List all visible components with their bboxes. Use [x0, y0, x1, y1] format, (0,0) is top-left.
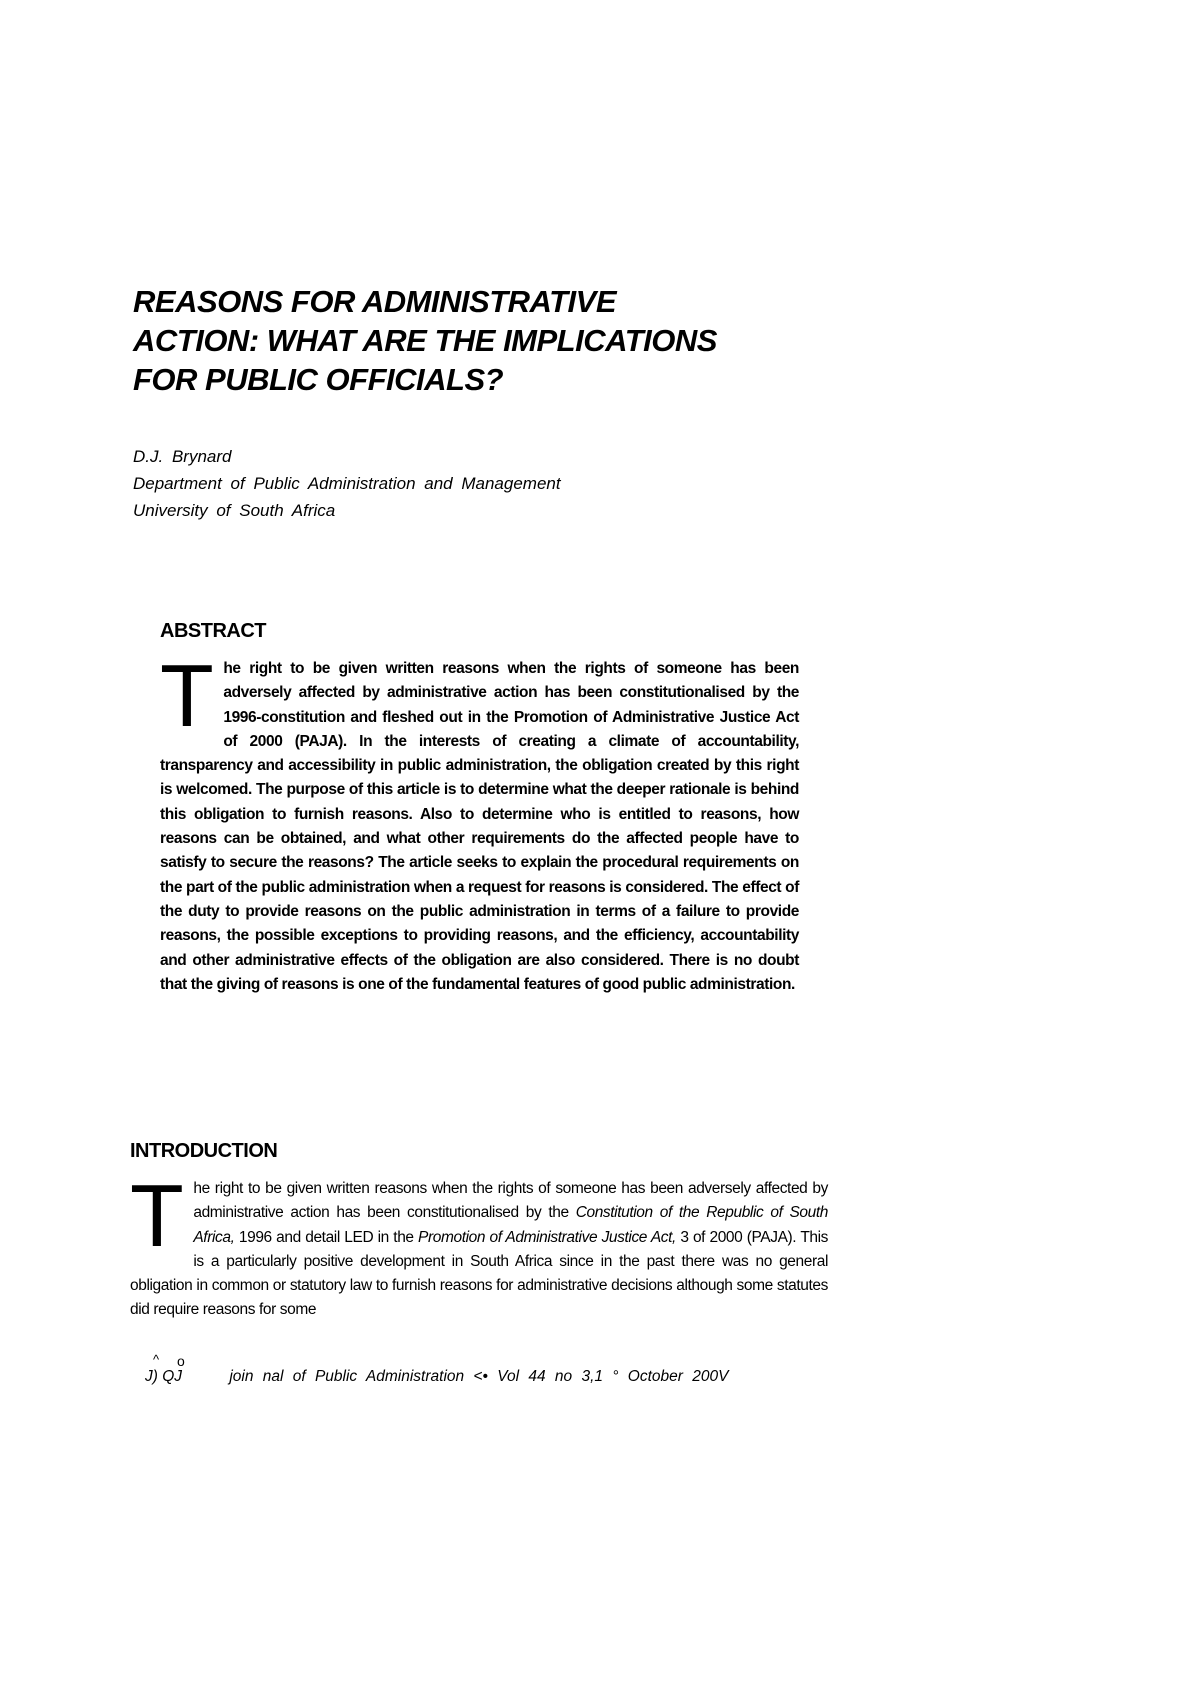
page-footer — [145, 1352, 729, 1386]
author-block — [133, 443, 561, 524]
author-name: D.J. Brynard — [133, 447, 232, 466]
abstract-heading: ABSTRACT — [160, 620, 266, 642]
author-department: Department of Public Administration and Management — [133, 474, 561, 493]
journal-logo — [145, 1352, 185, 1386]
abstract-section — [160, 620, 799, 997]
introduction-section — [130, 1140, 828, 1323]
abstract-body — [160, 646, 799, 997]
journal-logo-o: o — [177, 1353, 185, 1369]
abstract-text: he right to be given written reasons when the rights of someone has been adversely affected by administrative action has been constitutionalised by the 1996-constitution and fleshed out in the Promotion of Administrative Justice Act of 2000 (PAJA). In the interests of creating a climate of accountability, transparency and accessibility in public administration, the obligation created by this right is welcomed. The purpose of this article is to determine what the deeper rationale is behind this obligation to furnish reasons. Also to determine who is entitled to reasons, how reasons can be obtained, and what other requirements do the affected people have to satisfy to secure the reasons? The article seeks to explain the procedural requirements on the part of the public administration when a request for reasons is considered. The effect of the duty to provide reasons on the public administration in terms of a failure to provide reasons, the possible exceptions to providing reasons, and the efficiency, accountability and other administrative effects of the obligation are also considered. There is no doubt that the giving of reasons is one of the fundamental features of good public administration. — [160, 660, 799, 993]
article-title — [133, 282, 833, 399]
journal-logo-text: J) QJ — [145, 1368, 183, 1385]
title-line-1: REASONS FOR ADMINISTRATIVE — [133, 284, 617, 319]
constitution-citation: Constitution of the Republic of South Africa, — [193, 1204, 828, 1246]
introduction-body — [130, 1166, 828, 1323]
author-university: University of South Africa — [133, 501, 336, 520]
journal-logo-hat: ^ — [153, 1352, 160, 1367]
paja-citation: Promotion of Administrative Justice Act, — [418, 1228, 676, 1246]
title-line-2: ACTION: WHAT ARE THE IMPLICATIONS — [133, 323, 717, 358]
introduction-text-3: 3 of 2000 (PAJA). This is a particularly positive development in South Africa since in the past there was no general obligation in common or statutory law to furnish reasons for administrative decisions although some statutes did require reasons for some — [130, 1228, 828, 1319]
abstract-dropcap: T — [160, 646, 214, 745]
introduction-dropcap: T — [130, 1166, 184, 1265]
journal-citation: join nal of Public Administration <• Vol 44 no 3,1 ° October 200V — [229, 1368, 729, 1385]
introduction-heading: INTRODUCTION — [130, 1140, 278, 1162]
introduction-text-1: he right to be given written reasons when the rights of someone has been adversely affected by administrative action has been constitutionalised by the — [193, 1180, 828, 1222]
title-line-3: FOR PUBLIC OFFICIALS? — [133, 362, 504, 397]
introduction-text-2: 1996 and detail LED in the — [234, 1228, 419, 1246]
